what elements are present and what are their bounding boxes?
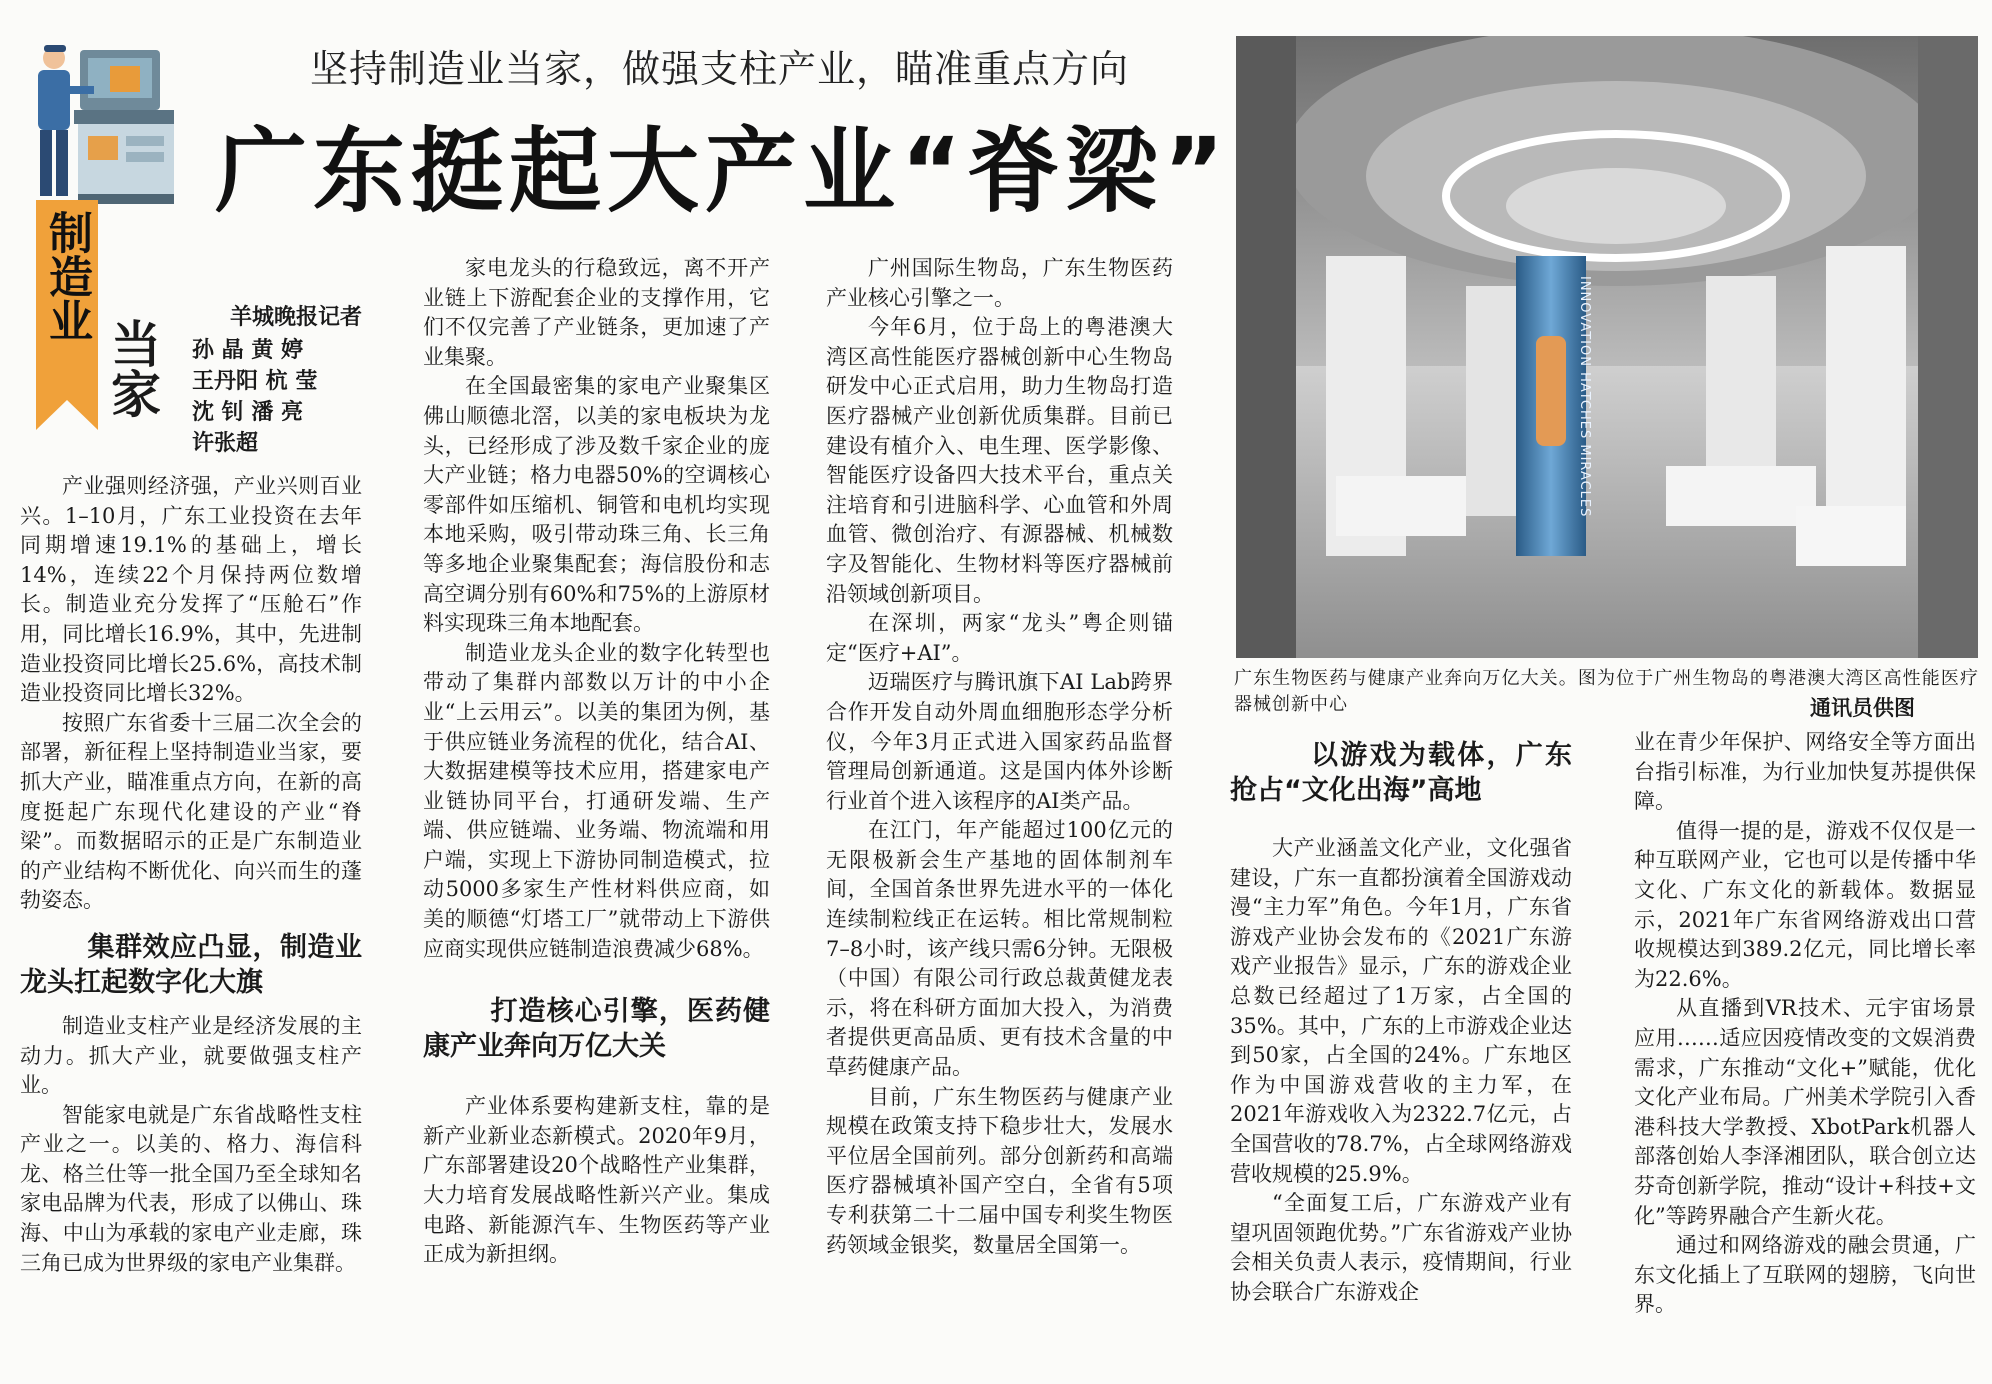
- paragraph: 今年6月，位于岛上的粤港澳大湾区高性能医疗器械创新中心生物岛研发中心正式启用，助力生物岛打造医疗器械产业创新优质集群。目前已建设有植介入、电生理、医学影像、智能医疗设备四大技术平台，重点关注培育和引进脑科学、心血管和外周血管、微创治疗、有源器械、机械数字及智能化、生物材料等医疗器械前沿领域创新项目。: [826, 315, 1173, 606]
- photo-caption: 广东生物医药与健康产业奔向万亿大关。图为位于广州生物岛的粤港澳大湾区高性能医疗器械创新中心: [1234, 668, 1979, 715]
- paragraph: 制造业龙头企业的数字化转型也带动了集群内部数以万计的中小企业“上云用云”。以美的集团为例，基于供应链业务流程的优化，结合AI、大数据建模等技术应用，搭建家电产业链协同平台，打通研发端、生产端、供应链端、业务端、物流端和用户端，实现上下游协同制造模式，拉动5000多家生产性材料供应商，如美的顺德“灯塔工厂”就带动上下游供应商实现供应链制造浪费减少68%。: [423, 640, 770, 961]
- byline-name: 沈 钊 潘 亮: [192, 400, 303, 425]
- paragraph: 迈瑞医疗与腾讯旗下AI Lab跨界合作开发自动外周血细胞形态学分析仪，今年3月正式进入国家药品监督管理局创新通道。这是国内体外诊断行业首个进入该程序的AI类产品。: [826, 670, 1173, 813]
- paragraph: 目前，广东生物医药与健康产业规模在政策支持下稳步壮大，发展水平位居全国前列。部分创新药和高端医疗器械填补国产空白，全省有5项专利获第二十二届中国专利奖生物医药领域金银奖，数量居全国第一。: [826, 1084, 1173, 1257]
- paragraph: 家电龙头的行稳致远，离不开产业链上下游配套企业的支撑作用，它们不仅完善了产业链条，更加速了产业集聚。: [423, 256, 770, 369]
- paragraph: 从直播到VR技术、元宇宙场景应用……适应因疫情改变的文娱消费需求，广东推动“文化+”赋能，优化文化产业布局。广州美术学院引入香港科技大学教授、XbotPark机器人部落创始人李泽湘团队，联合创立达芬奇创新学院，推动“设计+科技+文化”等跨界融合产生新火花。: [1634, 996, 1976, 1228]
- article-column-3: [826, 254, 1173, 1260]
- paragraph: 按照广东省委十三届二次全会的部署，新征程上坚持制造业当家，要抓大产业，瞄准重点方向，在新的高度挺起广东现代化建设的产业“脊梁”。而数据昭示的正是广东制造业的产业结构不断优化、向兴而生的蓬勃姿态。: [20, 710, 362, 913]
- paragraph: 智能家电就是广东省战略性支柱产业之一。以美的、格力、海信科龙、格兰仕等一批全国乃至全球知名家电品牌为代表，形成了以佛山、珠海、中山为承载的家电产业走廊，珠三角已成为世界级的家电产业集群。: [20, 1102, 362, 1275]
- byline: [192, 302, 362, 459]
- subtitle: 坚持制造业当家，做强支柱产业，瞄准重点方向: [310, 47, 1130, 91]
- article-column-5: [1634, 728, 1976, 1320]
- paragraph: 在全国最密集的家电产业聚集区佛山顺德北滘，以美的家电板块为龙头，已经形成了涉及数千家企业的庞大产业链；格力电器50%的空调核心零部件如压缩机、铜管和电机均实现本地采购，吸引带动珠三角、长三角等多地企业聚集配套；海信股份和志高空调分别有60%和75%的上游原材料实现珠三角本地配套。: [423, 374, 770, 636]
- column-tag-label: 制造业: [41, 210, 92, 342]
- article-column-1: [20, 472, 362, 1278]
- paragraph: 产业强则经济强，产业兴则百业兴。1–10月，广东工业投资在去年同期增速19.1%的基础上，增长14%，连续22个月保持两位数增长。制造业充分发挥了“压舱石”作用，同比增长16.9%，其中，先进制造业投资同比增长25.6%，高技术制造业投资同比增长32%。: [20, 474, 362, 706]
- byline-name: 王丹阳 杭 莹: [192, 369, 318, 394]
- paragraph: 广州国际生物岛，广东生物医药产业核心引擎之一。: [826, 256, 1173, 310]
- article-column-4: [1230, 738, 1572, 1308]
- photo-credit: 通讯员供图: [1810, 696, 1915, 720]
- tower-sign-text: INNOVATION HATCHES MIRACLES: [1577, 276, 1592, 518]
- byline-name: 许张超: [192, 431, 259, 456]
- paragraph: 产业体系要构建新支柱，靠的是新产业新业态新模式。2020年9月，广东部署建设20个战略性产业集群，大力培育发展战略性新兴产业。集成电路、新能源汽车、生物医药等产业正成为新担纲。: [423, 1094, 770, 1267]
- paragraph: 在深圳，两家“龙头”粤企则锚定“医疗+AI”。: [826, 611, 1173, 665]
- paragraph: 业在青少年保护、网络安全等方面出台指引标准，为行业加快复苏提供保障。: [1634, 730, 1976, 814]
- paragraph: 值得一提的是，游戏不仅仅是一种互联网产业，它也可以是传播中华文化、广东文化的新载体。数据显示，2021年广东省网络游戏出口营收规模达到389.2亿元，同比增长率为22.6%。: [1634, 818, 1976, 991]
- headline: 广东挺起大产业“脊梁”: [215, 118, 1230, 225]
- column-tag-label-2: 当家: [103, 318, 161, 418]
- paragraph: “全面复工后，广东游戏产业有望巩固领跑优势。”广东省游戏产业协会相关负责人表示，疫情期间，行业协会联合广东游戏企: [1230, 1191, 1572, 1304]
- byline-org: 羊城晚报记者: [229, 305, 362, 330]
- section-heading: 集群效应凸显，制造业龙头扛起数字化大旗: [20, 931, 362, 998]
- paragraph: 制造业支柱产业是经济发展的主动力。抓大产业，就要做强支柱产业。: [20, 1013, 362, 1098]
- paragraph: 大产业涵盖文化产业，文化强省建设，广东一直都扮演着全国游戏动漫“主力军”角色。今年1月，广东省游戏产业协会发布的《2021广东游戏产业报告》显示，广东的游戏企业总数已经超过了1万家，占全国的35%。其中，广东的上市游戏企业达到50家，占全国的24%。广东地区作为中国游戏营收的主力军，在2021年游戏收入为2322.7亿元，占全国营收的78.7%，占全球网络游戏营收规模的25.9%。: [1230, 836, 1572, 1186]
- paragraph: 通过和网络游戏的融会贯通，广东文化插上了互联网的翅膀，飞向世界。: [1634, 1233, 1976, 1317]
- section-heading: 以游戏为载体，广东抢占“文化出海”高地: [1230, 740, 1572, 806]
- paragraph: 在江门，年产能超过100亿元的无限极新会生产基地的固体制剂车间，全国首条世界先进水平的一体化连续制粒线正在运转。相比常规制粒7–8小时，该产线只需6分钟。无限极（中国）有限公司行政总裁黄健龙表示，将在科研方面加大投入，为消费者提供更高品质、更有技术含量的中草药健康产品。: [826, 818, 1173, 1080]
- article-column-2: [423, 254, 770, 1270]
- byline-name: 孙 晶 黄 婷: [192, 338, 303, 363]
- factory-worker-illustration: [18, 40, 186, 210]
- section-heading: 打造核心引擎，医药健康产业奔向万亿大关: [423, 996, 770, 1063]
- photo-innovation-center: [1236, 36, 1978, 658]
